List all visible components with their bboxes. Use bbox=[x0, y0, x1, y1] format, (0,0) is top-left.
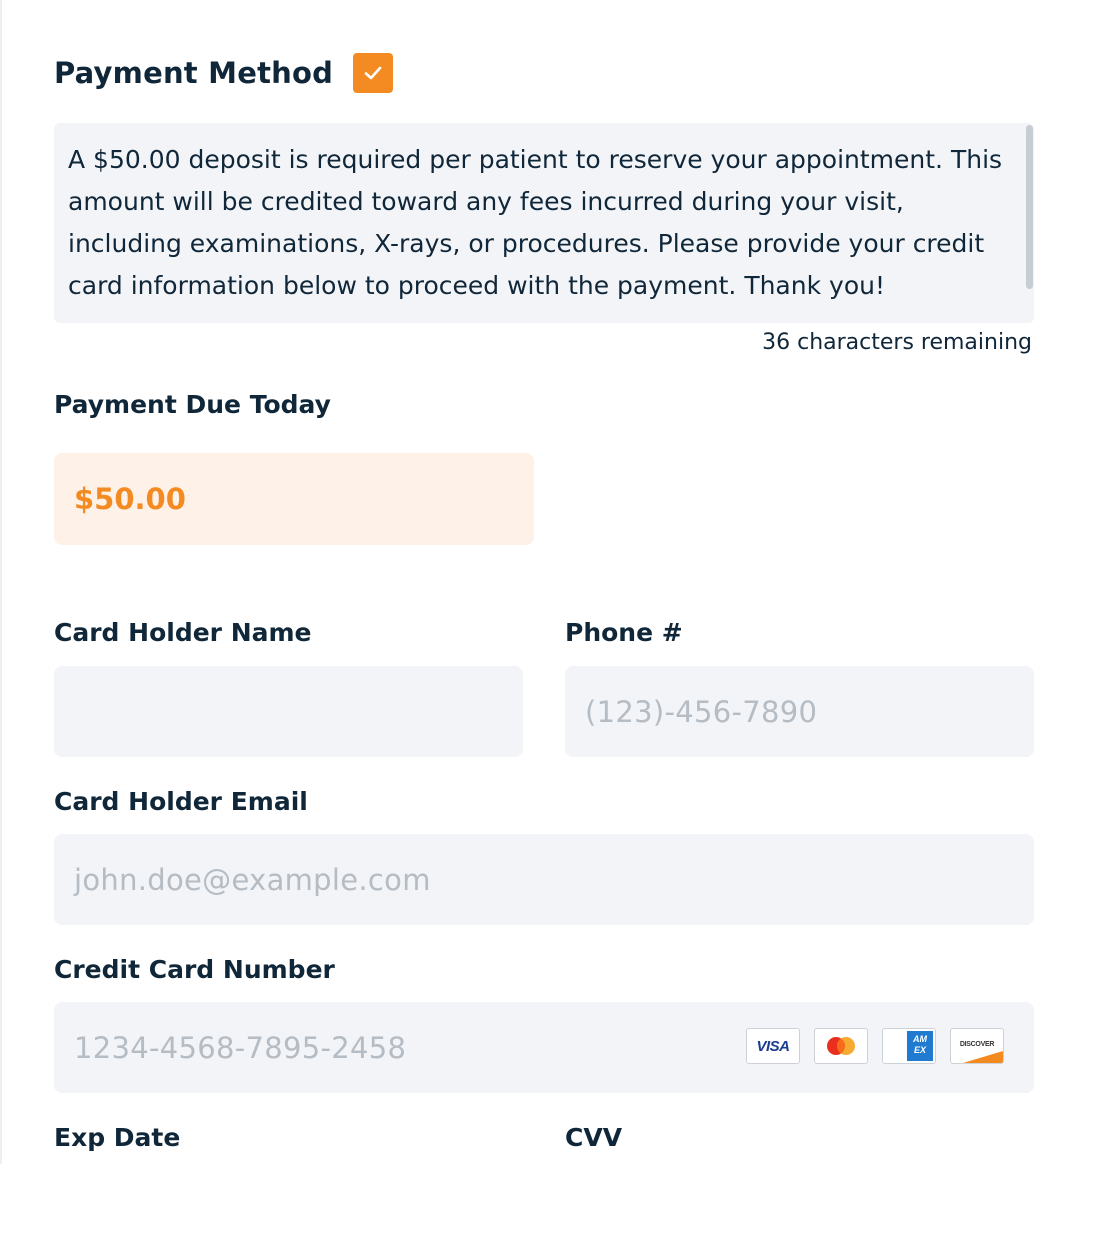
phone-placeholder: (123)-456-7890 bbox=[585, 694, 818, 729]
cvv-label: CVV bbox=[565, 1123, 623, 1152]
email-input[interactable] bbox=[54, 834, 1034, 925]
description-scrollbar[interactable] bbox=[1024, 123, 1034, 323]
payment-due-amount: $50.00 bbox=[74, 482, 186, 516]
section-title: Payment Method bbox=[54, 56, 334, 90]
payment-description-textarea[interactable] bbox=[54, 123, 1034, 323]
payment-due-label: Payment Due Today bbox=[54, 390, 331, 419]
credit-card-number-label: Credit Card Number bbox=[54, 955, 335, 984]
discover-icon bbox=[950, 1028, 1004, 1064]
mastercard-icon bbox=[814, 1028, 868, 1064]
exp-date-label: Exp Date bbox=[54, 1123, 181, 1152]
card-holder-name-label: Card Holder Name bbox=[54, 618, 312, 647]
card-holder-name-input[interactable] bbox=[54, 666, 523, 757]
visa-text: VISA bbox=[756, 1037, 790, 1055]
payment-description-text: A $50.00 deposit is required per patient to reserve your appointment. This amount will be credited toward any fees incurred during your visit, including examinations, X-rays, or procedures. Please provide your credit card information below to proceed with the payment. Thank you! bbox=[68, 145, 1003, 300]
payment-due-box bbox=[54, 453, 534, 545]
scrollbar-thumb[interactable] bbox=[1026, 125, 1033, 289]
card-number-placeholder: 1234-4568-7895-2458 bbox=[74, 1030, 407, 1065]
mastercard-circles bbox=[821, 1033, 861, 1059]
amex-text: AM EX bbox=[913, 1034, 927, 1055]
phone-input[interactable] bbox=[565, 666, 1034, 757]
amex-icon bbox=[882, 1028, 936, 1064]
characters-remaining: 36 characters remaining bbox=[762, 330, 1032, 355]
phone-label: Phone # bbox=[565, 618, 683, 647]
credit-card-number-input[interactable] bbox=[54, 1002, 1034, 1093]
email-placeholder: john.doe@example.com bbox=[74, 862, 431, 897]
section-header bbox=[54, 52, 393, 94]
discover-text: DISCOVER bbox=[959, 1040, 995, 1048]
card-brand-logos bbox=[746, 1028, 1004, 1064]
card-holder-email-label: Card Holder Email bbox=[54, 787, 308, 816]
checkmark-icon bbox=[362, 62, 384, 84]
visa-icon bbox=[746, 1028, 800, 1064]
payment-method-checkbox[interactable] bbox=[353, 53, 393, 93]
